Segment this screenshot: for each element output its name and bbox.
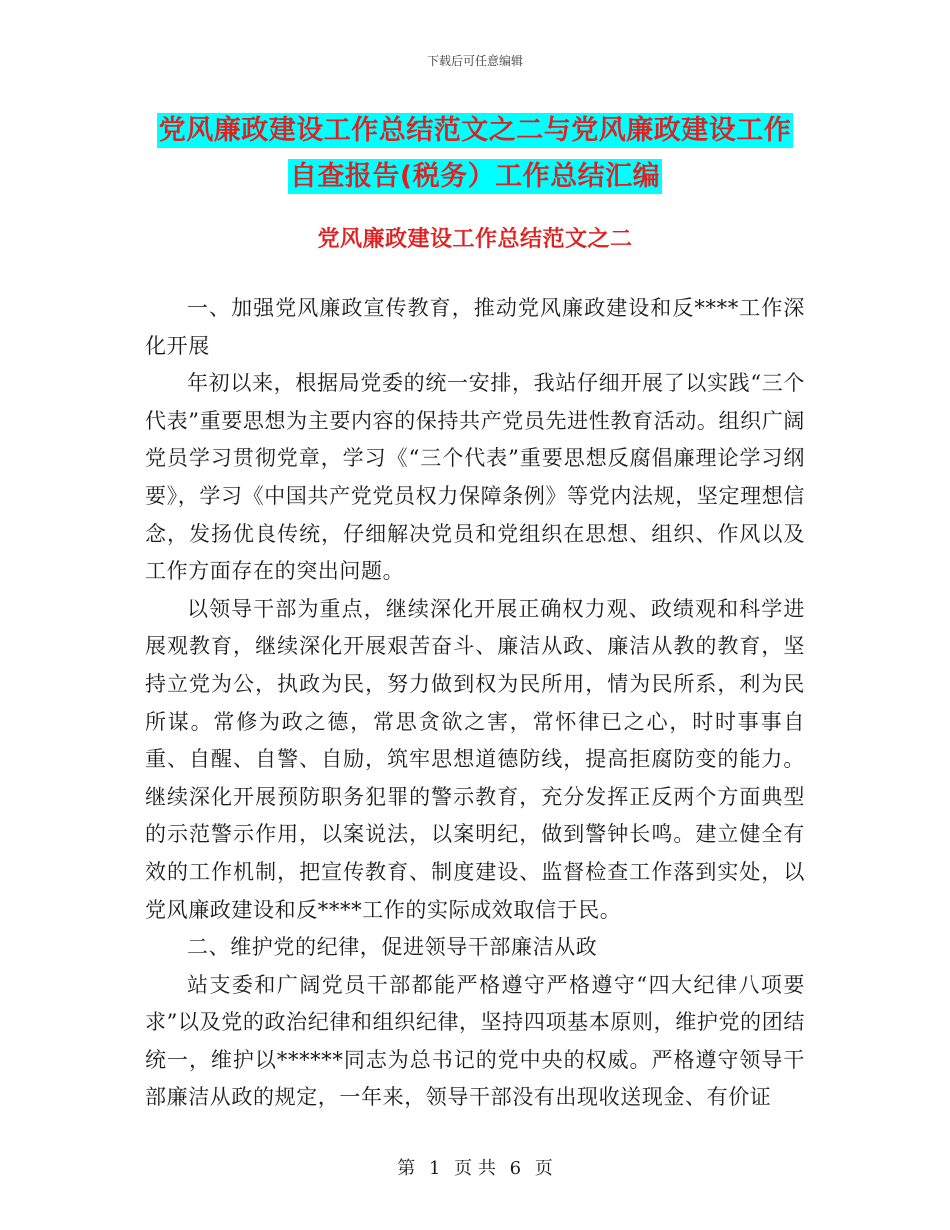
paragraph: 二、维护党的纪律，促进领导干部廉洁从政 xyxy=(187,935,598,960)
footer-prefix: 第 xyxy=(397,1158,416,1179)
footer-suffix: 页 xyxy=(534,1158,553,1179)
body-text xyxy=(145,290,805,1117)
footer-middle: 页 共 xyxy=(454,1158,496,1179)
page-number: 1 xyxy=(428,1158,441,1179)
paragraph: 年初以来，根据局党委的统一安排，我站仔细开展了以实践“三个代表”重要思想为主要内容的保持共产党员先进性教育活动。组织广阔党员学习贯彻党章，学习《“三个代表”重要思想反腐倡廉理论学习纲要》，学习《中国共产党党员权力保障条例》等党内法规，坚定理想信念，发扬优良传统，仔细解决党员和党组织在思想、组织、作风以及工作方面存在的突出问题。 xyxy=(145,371,805,584)
section-title: 党风廉政建设工作总结范文之二 xyxy=(317,227,633,252)
header-note: 下载后可任意编辑 xyxy=(426,54,523,68)
title-line-1: 党风廉政建设工作总结范文之二与党风廉政建设工作 xyxy=(158,115,792,146)
paragraph: 以领导干部为重点，继续深化开展正确权力观、政绩观和科学进展观教育，继续深化开展艰苦奋斗、廉洁从政、廉洁从教的教育，坚持立党为公，执政为民，努力做到权为民所用，情为民所系，利为民所谋。常修为政之德，常思贪欲之害，常怀律已之心，时时事事自重、自醒、自警、自励，筑牢思想道德防线，提高拒腐防变的能力。继续深化开展预防职务犯罪的警示教育，充分发挥正反两个方面典型的示范警示作用，以案说法，以案明纪，做到警钟长鸣。建立健全有效的工作机制，把宣传教育、制度建设、监督检查工作落到实处，以党风廉政建设和反****工作的实际成效取信于民。 xyxy=(145,596,805,922)
title-line-2: 自查报告(税务）工作总结汇编 xyxy=(289,161,661,192)
paragraph: 一、加强党风廉政宣传教育，推动党风廉政建设和反****工作深化开展 xyxy=(145,296,805,358)
document-title xyxy=(145,108,805,200)
paragraph: 站支委和广阔党员干部都能严格遵守严格遵守“四大纪律八项要求”以及党的政治纪律和组织纪律，坚持四项基本原则，维护党的团结统一，维护以******同志为总书记的党中央的权威。严格遵守领导干部廉洁从政的规定，一年来，领导干部没有出现收送现金、有价证 xyxy=(145,972,805,1110)
page-footer xyxy=(0,1154,950,1180)
page-total: 6 xyxy=(509,1158,522,1179)
